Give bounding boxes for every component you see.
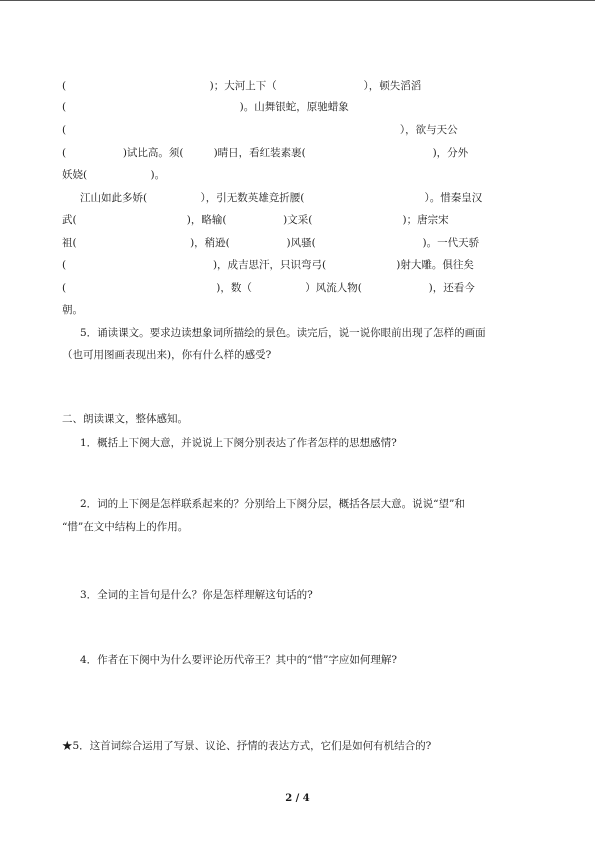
text-line: ( )；大河上下（ ），顿失滔滔	[62, 80, 422, 92]
question-5-cont: （也可用图画表现出来)，你有什么样的感受?	[62, 349, 272, 361]
page-number: 2 / 4	[285, 793, 310, 804]
section-heading: 二、朗读课文，整体感知。	[62, 413, 188, 425]
text-line: ( ），欲与天公	[62, 124, 458, 136]
question-star-5: ★5．这首词综合运用了写景、议论、抒情的表达方式，它们是如何有机结合的?	[62, 740, 432, 752]
question-1: 1．概括上下阕大意，并说说上下阕分别表达了作者怎样的思想感情?	[80, 437, 397, 449]
question-2: 2．词的上下阕是怎样联系起来的？分别给上下阕分层，概括各层大意。说说“望”和	[80, 498, 465, 510]
text-line: ( )。山舞银蛇，原驰蜡象	[62, 101, 349, 113]
question-2-cont: “惜”在文中结构上的作用。	[62, 521, 189, 533]
text-line: 妖娆( )。	[62, 169, 166, 181]
text-line: 武( )，略输( )文采( )；唐宗宋	[62, 214, 449, 226]
text-line: ( )，数（ ）风流人物( )，还看今	[62, 282, 475, 294]
question-5: 5．诵读课文。要求边读想象词所描绘的景色。读完后，说一说你眼前出现了怎样的画面	[80, 327, 486, 339]
text-line: 江山如此多娇( ），引无数英雄竞折腰( ）。惜秦皇汉	[80, 192, 483, 204]
question-4: 4．作者在下阕中为什么要评论历代帝王？其中的“惜”字应如何理解?	[80, 654, 398, 666]
text-line: ( )试比高。须( )晴日，看红装素裹( )，分外	[62, 147, 469, 159]
question-3: 3．全词的主旨句是什么？你是怎样理解这句话的?	[80, 589, 313, 601]
text-line: ( )，成吉思汗，只识弯弓( )射大雕。俱往矣	[62, 259, 474, 271]
text-line: 朝。	[62, 304, 83, 316]
text-line: 祖( )，稍逊( )风骚( )。一代天骄	[62, 237, 480, 249]
top-rule	[0, 0, 595, 1]
